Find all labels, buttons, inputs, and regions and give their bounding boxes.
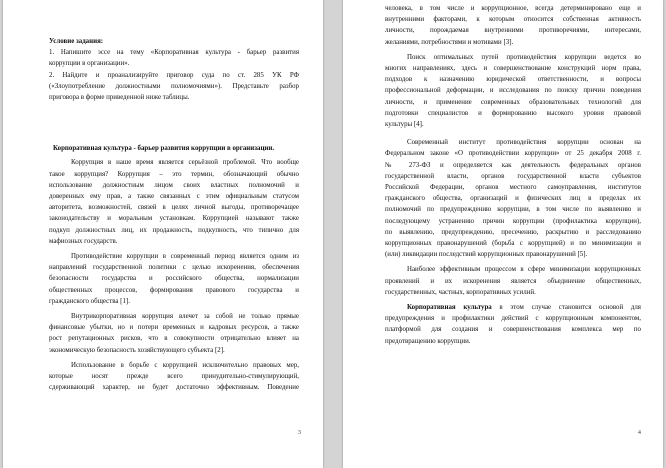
- body-line: подкуп должностных лиц, их продажность, подкупность, что типично для: [49, 226, 299, 234]
- body-line: доверенных ему прав, а также связанных с этим официальным статусом: [49, 193, 299, 201]
- body-line: подходов к назначению юридической ответственности, и вопросы: [385, 76, 641, 84]
- body-line: общественных процессов, формирования правового государства и: [49, 286, 299, 294]
- body-line: проявлений и их искоренения является объединение общественных,: [385, 277, 641, 285]
- body-line: такое коррупция? Коррупция – это термин, обозначающий обычно: [49, 170, 299, 178]
- body-line: Российской Федерации, органов местного самоуправления, институтов: [385, 184, 641, 192]
- page-3-content: [49, 36, 299, 393]
- body-line: по выявлению, предупреждению, пресечению, раскрытию и расследованию: [385, 228, 641, 236]
- body-line: Наиболее эффективным процессом в сфере минимизации коррупционных: [407, 266, 641, 274]
- body-line: авторитета, возможностей, связей в целях личной выгоды, противоречащее: [49, 204, 299, 212]
- body-line: безопасности государства и российского общества, нормализации: [49, 275, 299, 283]
- body-line: Современный институт противодействия коррупции основан на: [407, 139, 641, 147]
- essay-title: Корпоративная культура - барьер развития коррупции в организации.: [53, 145, 275, 153]
- document-page-3: [3, 0, 323, 468]
- body-line: культуры [4].: [385, 121, 424, 129]
- body-line-lead: [385, 302, 641, 313]
- body-line: мафиозных государств.: [49, 237, 118, 245]
- body-line: сдерживающий характер, не будет достаточно эффективным. Поведение: [49, 384, 299, 392]
- body-line: платформой для создания и совершенствования комплекса мер по: [385, 326, 641, 334]
- body-line-bold-lead: Корпоративная культура: [407, 304, 492, 312]
- body-line: финансовые убытки, но и потери временных и кадровых ресурсов, а также: [49, 324, 299, 332]
- body-line: подготовки специалистов и формированию высокого уровня правовой: [385, 109, 641, 117]
- body-line: использование должностным лицом своих властных полномочий и: [49, 181, 299, 189]
- body-line: Внутрикорпоративная коррупция влечет за собой не только прямые: [71, 313, 299, 321]
- body-line: профессиональной деформации, и исследования по поиску причин поведения: [385, 87, 641, 95]
- body-line: Поиск оптимальных путей противодействия коррупции ведется во: [407, 53, 641, 61]
- body-line: гражданского общества, организаций и физических лиц в пределах их: [385, 195, 641, 203]
- body-line: (или) ликвидации последствий коррупционных правонарушений [5].: [385, 251, 588, 259]
- body-line: Федеральном законе «О противодействии коррупции» от 25 декабря 2008 г.: [385, 150, 641, 158]
- task-line: 2. Найдите и проанализируйте приговор суда по ст. 285 УК РФ: [49, 71, 299, 79]
- body-line-rest: в этом случае становится основой для: [499, 304, 641, 312]
- body-line: личности, порождаемая внутренними противоречиями, интересами,: [385, 27, 641, 35]
- task-line: приговора в форме приведенной ниже таблицы.: [49, 94, 190, 102]
- body-line: человека, в том числе и коррупционное, всегда детерминировано еще и: [385, 5, 641, 12]
- document-page-4: [343, 0, 663, 468]
- task-line: («Злоупотребление должностными полномочиями»). Представьте разбор: [49, 82, 299, 90]
- body-line: Использование в борьбе с коррупцией исключительно правовых мер,: [71, 361, 299, 369]
- page-4-content: [385, 3, 641, 347]
- task-line: коррупции в организации».: [49, 60, 130, 68]
- body-line: законодательству и моральным установкам. Коррупцией называют также: [49, 215, 299, 223]
- body-line: последующему устранению причин коррупции (профилактика коррупции),: [385, 217, 641, 225]
- body-line: Коррупция в наше время является серьёзной проблемой. Что вообще: [71, 159, 299, 167]
- page-number: 4: [637, 429, 641, 436]
- body-line: рост репутационных рисков, что в совокупности отрицательно влияет на: [49, 335, 299, 343]
- body-line: личности, и применение современных образовательных технологий для: [385, 98, 641, 106]
- body-line: полномочий по предупреждению коррупции, в том числе по выявлению и: [385, 206, 641, 214]
- body-line: внутренними факторами, к которым относится собственная активность: [385, 16, 641, 24]
- page-number: 3: [297, 429, 301, 436]
- body-line: направлений государственной политики с целью искоренения, обеспечения: [49, 264, 299, 272]
- task-heading: Условие задания:: [49, 38, 104, 45]
- body-line: желаниями, потребностями и мотивами [3].: [385, 38, 514, 46]
- body-line: Противодействие коррупции в современный период является одним из: [71, 253, 299, 261]
- body-line: предотвращению коррупции.: [385, 337, 471, 345]
- task-line: 1. Напишите эссе на тему «Корпоративная культура - барьер развития: [49, 49, 299, 57]
- body-line: экономическую безопасность хозяйствующего субъекта [2].: [49, 346, 225, 354]
- body-line: предупреждения и профилактики действий с коррупционным компонентом,: [385, 315, 641, 323]
- body-line: № 273-ФЗ и определяется как деятельность федеральных органов: [385, 161, 641, 169]
- body-line: государственной власти, органов государственной власти субъектов: [385, 172, 641, 180]
- body-line: коррупционных правонарушений (борьба с коррупцией) и по минимизации и: [385, 240, 641, 248]
- body-line: гражданского общества [1].: [49, 297, 130, 305]
- body-line: которые носят прежде всего принудительно-стимулирующий,: [49, 373, 299, 381]
- body-line: многих направлениях, здесь и совершенствование конструкций норм права,: [385, 65, 641, 73]
- body-line: государственных, частных, корпоративных усилий.: [385, 288, 536, 296]
